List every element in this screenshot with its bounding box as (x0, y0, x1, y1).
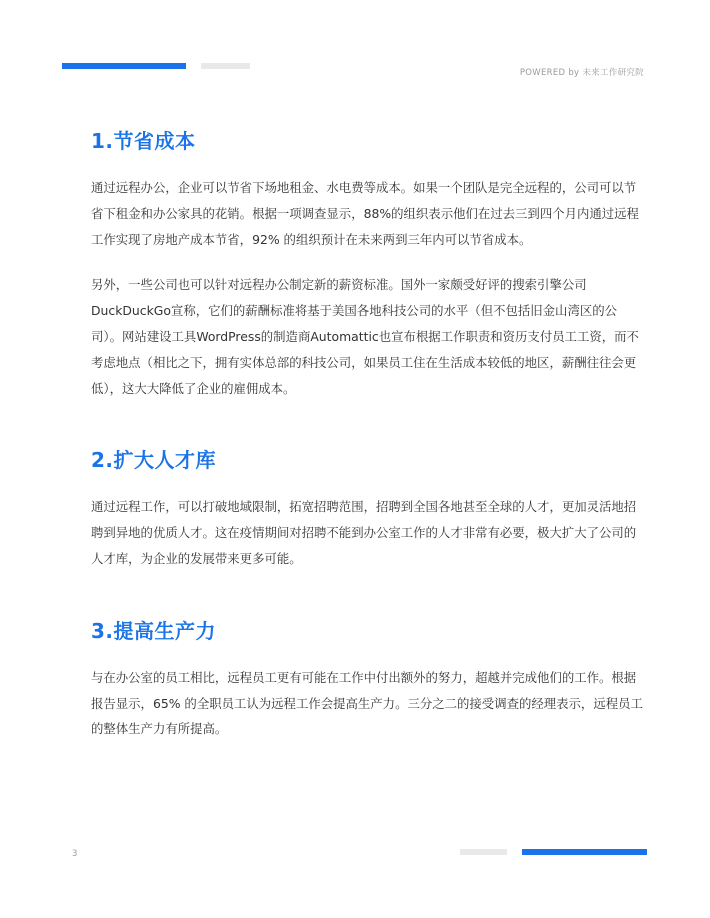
footer-accent-bar (522, 849, 647, 855)
section-title-save-costs: 1.节省成本 (91, 129, 196, 153)
section-1-paragraph-1: 通过远程办公，企业可以节省下场地租金、水电费等成本。如果一个团队是完全远程的，公司可以节省下租金和办公家具的花销。根据一项调查显示，88%的组织表示他们在过去三到四个月内通过远程工作实现了房地产成本节省，92% 的组织预计在未来两到三年内可以节省成本。 (91, 180, 639, 247)
header-accent-bar (62, 63, 186, 69)
powered-by-label: POWERED by 未来工作研究院 (519, 68, 644, 78)
section-1-paragraph-2: 另外，一些公司也可以针对远程办公制定新的薪资标准。国外一家颇受好评的搜索引擎公司DuckDuckGo宣称，它们的薪酬标准将基于美国各地科技公司的水平（但不包括旧金山湾区的公司）。网站建设工具WordPress的制造商Automattic也宣布根据工作职责和资历支付员工工资，而不考虑地点（相比之下，拥有实体总部的科技公司，如果员工住在生活成本较低的地区，薪酬往往会更低），这大大降低了企业的雇佣成本。 (91, 277, 639, 396)
document-body (91, 124, 643, 742)
page-number: 3 (72, 849, 78, 859)
header-gray-bar (201, 63, 250, 69)
footer-gray-bar (460, 849, 507, 855)
section-3-paragraph-1: 与在办公室的员工相比，远程员工更有可能在工作中付出额外的努力，超越并完成他们的工作。根据报告显示，65% 的全职员工认为远程工作会提高生产力。三分之二的接受调查的经理表示，远程员工的整体生产力有所提高。 (91, 669, 643, 737)
section-2-paragraph-1: 通过远程工作，可以打破地域限制，拓宽招聘范围，招聘到全国各地甚至全球的人才，更加灵活地招聘到异地的优质人才。这在疫情期间对招聘不能到办公室工作的人才非常有必要，极大扩大了公司的人才库，为企业的发展带来更多可能。 (91, 499, 637, 566)
section-title-productivity: 3.提高生产力 (91, 618, 217, 643)
section-title-talent-pool: 2.扩大人才库 (91, 448, 217, 473)
